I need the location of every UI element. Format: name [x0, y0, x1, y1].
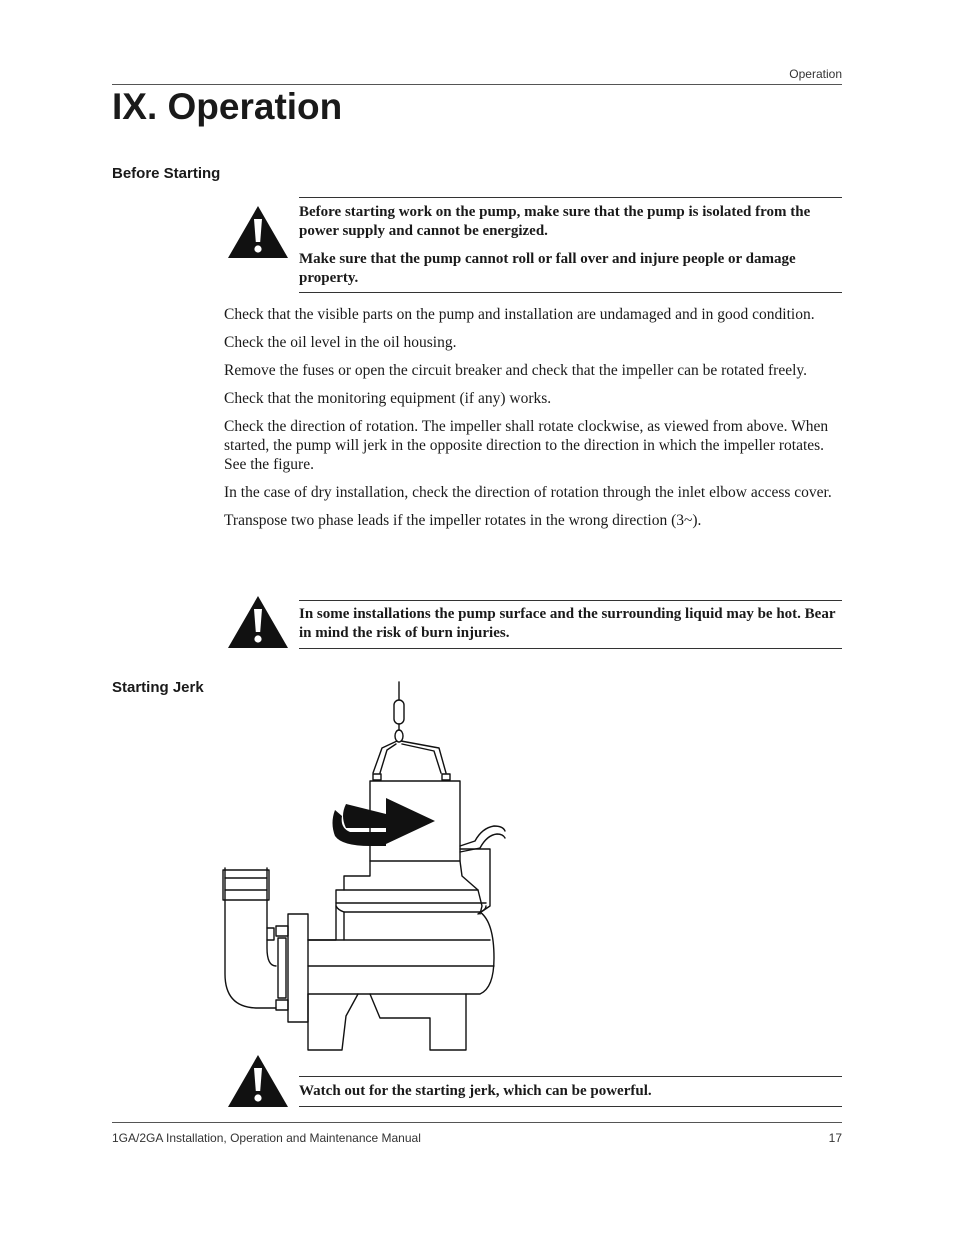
warning-text: Watch out for the starting jerk, which can be powerful. — [299, 1083, 652, 1099]
chapter-title: IX. Operation — [112, 86, 343, 127]
running-head: Operation — [789, 67, 842, 81]
warning-triangle-icon — [227, 595, 289, 649]
page-number: 17 — [828, 1131, 842, 1145]
warning-triangle-icon — [227, 205, 289, 259]
footer-rule — [112, 1122, 842, 1123]
section-heading-before-starting: Before Starting — [112, 165, 221, 182]
before-starting-body — [224, 305, 844, 539]
warning-box-starting-jerk — [299, 1076, 842, 1107]
warning-text: Before starting work on the pump, make sure that the pump is isolated from the power supply and cannot be energized. — [299, 204, 811, 239]
pump-rotation-figure — [210, 678, 520, 1056]
warning-box-isolation — [299, 197, 842, 293]
body-paragraph: Check that the monitoring equipment (if any) works. — [224, 390, 552, 407]
body-paragraph: Check the oil level in the oil housing. — [224, 334, 457, 351]
body-paragraph: Transpose two phase leads if the impeller rotates in the wrong direction (3~). — [224, 512, 702, 529]
body-paragraph: Check that the visible parts on the pump and installation are undamaged and in good condition. — [224, 306, 815, 323]
body-paragraph: Check the direction of rotation. The impeller shall rotate clockwise, as viewed from above. When started, the pump will jerk in the opposite direction to the direction in which the impeller rotates. See the figure. — [224, 418, 829, 473]
header-rule — [112, 84, 842, 85]
warning-text: In some installations the pump surface and the surrounding liquid may be hot. Bear in mind the risk of burn injuries. — [299, 606, 836, 641]
warning-triangle-icon — [227, 1054, 289, 1108]
warning-text: Make sure that the pump cannot roll or fall over and injure people or damage property. — [299, 251, 796, 286]
warning-box-hot-surface — [299, 600, 842, 649]
body-paragraph: Remove the fuses or open the circuit breaker and check that the impeller can be rotated freely. — [224, 362, 807, 379]
body-paragraph: In the case of dry installation, check the direction of rotation through the inlet elbow access cover. — [224, 484, 832, 501]
section-heading-starting-jerk: Starting Jerk — [112, 679, 204, 696]
footer-manual-title: 1GA/2GA Installation, Operation and Maintenance Manual — [112, 1131, 421, 1145]
